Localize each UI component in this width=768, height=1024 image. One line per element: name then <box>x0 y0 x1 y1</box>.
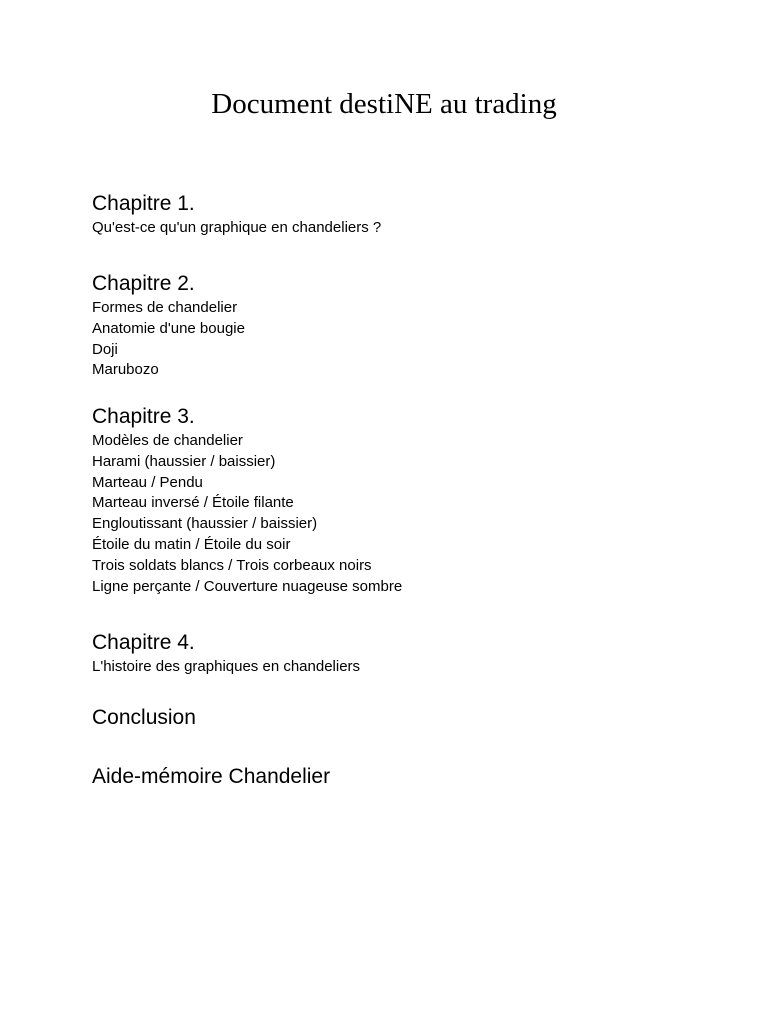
list-item: Étoile du matin / Étoile du soir <box>92 535 291 553</box>
section-chapitre-3 <box>92 403 732 597</box>
list-item: Engloutissant (haussier / baissier) <box>92 515 318 533</box>
list-item: Ligne perçante / Couverture nuageuse sombre <box>92 577 403 595</box>
section-heading: Chapitre 3. <box>92 405 195 428</box>
section-item-list <box>92 218 732 239</box>
list-item: Marteau / Pendu <box>92 473 203 491</box>
section-item-list <box>92 298 732 381</box>
section-heading: Chapitre 1. <box>92 192 195 215</box>
list-item: Anatomie d'une bougie <box>92 319 245 337</box>
section-heading: Aide-mémoire Chandelier <box>92 765 331 788</box>
list-item: Harami (haussier / baissier) <box>92 452 276 470</box>
list-item: Marteau inversé / Étoile filante <box>92 494 294 512</box>
list-item: Modèles de chandelier <box>92 432 243 449</box>
section-heading: Chapitre 2. <box>92 272 195 295</box>
section-chapitre-4 <box>92 629 732 678</box>
list-item: Formes de chandelier <box>92 299 238 316</box>
section-aide-memoire <box>92 763 732 791</box>
document-title: Document destiNE au trading <box>211 88 557 120</box>
section-conclusion <box>92 704 732 732</box>
section-heading: Conclusion <box>92 706 196 729</box>
list-item: Qu'est-ce qu'un graphique en chandeliers ? <box>92 219 382 236</box>
section-chapitre-1 <box>92 190 732 239</box>
list-item: Doji <box>92 340 118 358</box>
section-item-list <box>92 431 732 597</box>
list-item: L'histoire des graphiques en chandeliers <box>92 658 361 675</box>
list-item: Trois soldats blancs / Trois corbeaux noirs <box>92 556 372 574</box>
section-item-list <box>92 657 732 678</box>
section-heading: Chapitre 4. <box>92 631 195 654</box>
list-item: Marubozo <box>92 361 159 379</box>
section-chapitre-2 <box>92 270 732 381</box>
